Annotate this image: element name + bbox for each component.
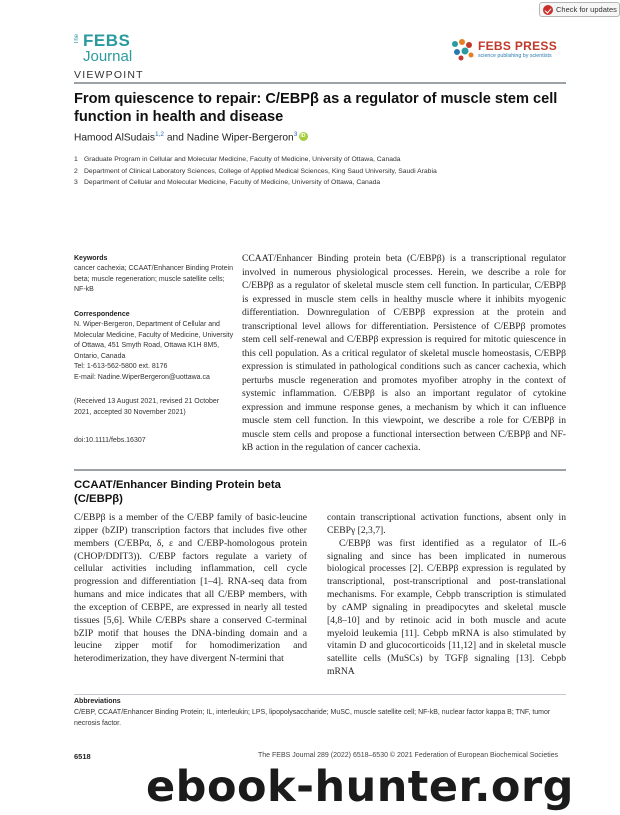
affiliation-item <box>74 154 574 166</box>
check-for-updates-button[interactable] <box>539 2 620 17</box>
author-list <box>74 131 474 143</box>
correspondence-tel: Tel: 1-613-562-5800 ext. 8176 <box>74 363 168 370</box>
body-paragraph: C/EBPβ is a member of the C/EBP family of basic-leucine zipper (bZIP) transcription factors that includes five other members (C/EBPα, δ, ε and C/EBP-homologous protein (CHOP/DDIT3)). C/EBP factors regulate a variety of cellular activities including inflammation, cell cycle progression and differentiation [1–4]. RNA-seq data from humans and mice indicates that all C/EBP members, with the exception of CEBPE, are expressed in nearly all tested tissues [5,6]. While C/EBPs share a conserved C-terminal bZIP motif that houses the DNA-binding domain and a leucine zipper motif for homodimerization and heterodimerization, they have divergent N-termini that <box>74 512 307 665</box>
article-title: From quiescence to repair: C/EBPβ as a regulator of muscle stem cell function in health and disease <box>74 91 558 125</box>
section-divider <box>74 469 566 471</box>
affiliation-text: Graduate Program in Cellular and Molecular Medicine, Faculty of Medicine, University of Ottawa, Canada <box>84 156 401 163</box>
abbreviations-heading: Abbreviations <box>74 698 121 705</box>
header-divider <box>74 82 566 84</box>
abbreviations-block <box>74 697 566 729</box>
author-affiliation-ref[interactable]: 1,2 <box>154 131 165 138</box>
correspondence-heading: Correspondence <box>74 311 130 318</box>
body-column-left <box>74 512 307 666</box>
publisher-logo <box>450 38 575 62</box>
abbreviations-text: C/EBP, CCAAT/Enhancer Binding Protein; IL, interleukin; LPS, lipopolysaccharide; MuSC, muscle satellite cell; NF-kB, nuclear factor kappa B; TNF, tumor necrosis factor. <box>74 708 551 727</box>
abbreviations-divider <box>74 694 566 695</box>
affiliation-number: 2 <box>74 167 78 175</box>
correspondence-email[interactable]: E-mail: Nadine.WiperBergeron@uottawa.ca <box>74 373 210 381</box>
affiliation-text: Department of Clinical Laboratory Sciences, College of Applied Medical Sciences, King Saud University, Saudi Arabia <box>84 167 437 175</box>
author-name: Nadine Wiper-Bergeron <box>186 132 294 144</box>
affiliation-item <box>74 177 574 189</box>
article-type-label: VIEWPOINT <box>74 69 144 81</box>
journal-logo-febs: FEBS <box>83 31 131 50</box>
body-column-right <box>327 512 566 679</box>
affiliation-text: Department of Cellular and Molecular Medicine, Faculty of Medicine, University of Ottawa, Canada <box>84 179 381 187</box>
publisher-tagline: science publishing by scientists <box>478 53 552 59</box>
watermark: ebook-hunter.org <box>146 762 574 812</box>
affiliation-number: 1 <box>74 156 78 163</box>
keywords-block <box>74 255 234 296</box>
orcid-icon[interactable] <box>299 132 308 141</box>
body-paragraph: C/EBPβ was first identified as a regulator of IL-6 signaling and since has been implicated in numerous biological processes [2]. C/EBPβ expression is regulated by transcriptional, post-transcriptional and post-translational mechanisms. For example, Cebpb transcription is stimulated by cAMP signaling in preadipocytes and skeletal muscle [4,8–10] and by retinoic acid in both muscle and acute myeloid leukemia [11]. Cebpb mRNA is also stimulated by vitamin D and glucocorticoids [11,12] and in skeletal muscle satellite cells (MuSCs) by TGFβ signaling [13]. Cebpb mRNA <box>327 537 566 678</box>
abstract: CCAAT/Enhancer Binding protein beta (C/EBPβ) is a transcriptional regulator involved in numerous physiological processes. Herein, we describe a role for C/EBPβ as a regulator of skeletal muscle stem cell function. In particular, C/EBPβ is expressed in muscle stem cells in healthy muscle where it inhibits myogenic differentiation. Downregulation of C/EBPβ expression at the protein and transcriptional level allows for differentiation. Persistence of C/EBPβ promotes stem cell self-renewal and C/EBPβ expression is required for mitotic quiescence in this cell population. As a critical regulator of skeletal muscle homeostasis, C/EBPβ expression is stimulated in pathological conditions such as cancer cachexia, which perturbs muscle regeneration and promotes myofiber atrophy in the context of systemic inflammation. C/EBPβ is also an important regulator of cytokine expression and immune response genes, a mechanism by which it can influence muscle stem cell function. In this viewpoint, we describe a role for C/EBPβ in muscle stem cells and propose a functional intersection between C/EBPβ and NF-kB action in the regulation of cancer cachexia. <box>242 253 566 453</box>
febs-press-molecule-icon <box>450 38 476 62</box>
affiliation-number: 3 <box>74 179 78 187</box>
correspondence-address: N. Wiper-Bergeron, Department of Cellular and Molecular Medicine, Faculty of Medicine, University of Ottawa, 451 Smyth Road, Ottawa K1H 8M5, Ontario, Canada <box>74 321 234 360</box>
keywords-text: cancer cachexia; CCAAT/Enhancer Binding Protein beta; muscle regeneration; muscle satellite cells; NF-kB <box>74 265 234 293</box>
publisher-name: FEBS PRESS <box>478 39 558 53</box>
author-connector: and <box>164 132 187 144</box>
keywords-heading: Keywords <box>74 255 108 262</box>
section-heading: CCAAT/Enhancer Binding Protein beta (C/EBPβ) <box>74 479 281 505</box>
journal-logo <box>74 28 144 68</box>
journal-logo-journal: Journal <box>83 48 133 65</box>
journal-logo-the: The <box>74 34 80 45</box>
affiliation-list <box>74 154 574 189</box>
page-number: 6518 <box>74 752 91 761</box>
received-dates: (Received 13 August 2021, revised 21 October 2021, accepted 30 November 2021) <box>74 398 220 416</box>
author-name: Hamood AlSudais <box>74 132 155 144</box>
author-affiliation-ref[interactable]: 3 <box>293 131 298 138</box>
check-updates-label: Check for updates <box>556 5 617 14</box>
correspondence-block <box>74 311 234 383</box>
body-paragraph: contain transcriptional activation functions, absent only in CEBPγ [2,3,7]. <box>327 512 566 536</box>
affiliation-item <box>74 166 574 178</box>
footer-citation: The FEBS Journal 289 (2022) 6518–6530 © 2021 Federation of European Biochemical Societies <box>258 752 559 759</box>
check-updates-icon <box>543 5 553 15</box>
doi-link[interactable]: doi:10.1111/febs.16307 <box>74 437 146 444</box>
